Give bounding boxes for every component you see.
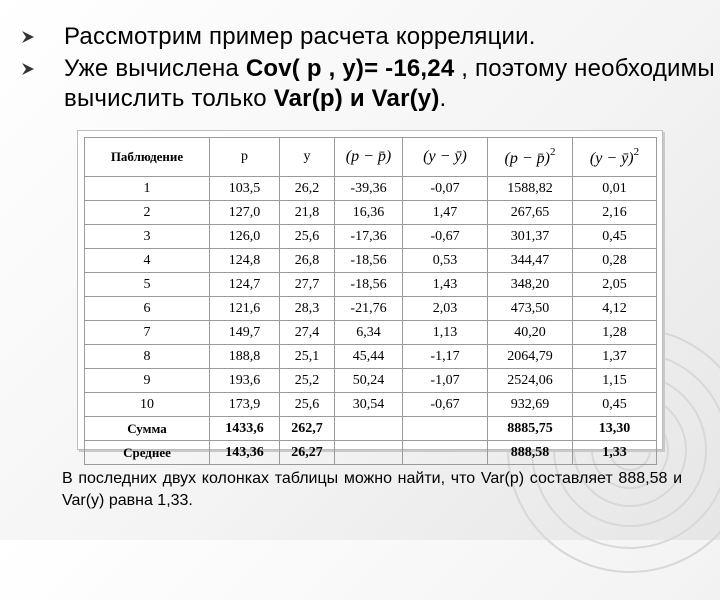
sum-sq-p: 8885,75 [488,417,573,441]
cell-sq-p: 932,69 [488,393,573,417]
cell-sq-p: 40,20 [488,321,573,345]
cell-sq-y: 2,05 [573,273,657,297]
cell-dev-y: 1,43 [403,273,488,297]
cell-dev-y: -0,07 [403,177,488,201]
cell-p: 121,6 [210,297,280,321]
cell-dev-p: -17,36 [335,225,403,249]
cell-observation: 7 [85,321,210,345]
sum-label: Сумма [85,417,210,441]
cell-sq-y: 0,45 [573,225,657,249]
cell-sq-p: 1588,82 [488,177,573,201]
cell-dev-y: 2,03 [403,297,488,321]
cell-p: 193,6 [210,369,280,393]
bullet-item [20,54,720,114]
cell-dev-p: 45,44 [335,345,403,369]
data-table [84,137,657,465]
cell-y: 25,6 [280,225,335,249]
cell-sq-p: 301,37 [488,225,573,249]
header-dev-y: (y − ȳ) [403,138,488,177]
table-row [85,345,657,369]
cell-dev-y: 1,13 [403,321,488,345]
table-row [85,297,657,321]
cell-sq-y: 4,12 [573,297,657,321]
cell-sq-y: 1,37 [573,345,657,369]
header-observation: Паблюдение [85,138,210,177]
cell-observation: 4 [85,249,210,273]
cell-y: 26,2 [280,177,335,201]
cell-sq-p: 267,65 [488,201,573,225]
table-header-row [85,138,657,177]
cell-p: 124,8 [210,249,280,273]
cell-dev-p: -39,36 [335,177,403,201]
cell-sq-y: 1,15 [573,369,657,393]
cell-p: 124,7 [210,273,280,297]
arrow-bullet-icon [20,54,64,84]
bullet-text: Уже вычислена Cov( p , y)= -16,24 , поэтому необходимы вычислить только Var(p) и Var(y). [64,55,715,112]
bullet-text: Рассмотрим пример расчета корреляции. [64,23,536,50]
mean-sq-y: 1,33 [573,441,657,465]
cell-dev-p: -18,56 [335,273,403,297]
cell-y: 28,3 [280,297,335,321]
cell-sq-p: 473,50 [488,297,573,321]
mean-row [85,441,657,465]
cell-p: 126,0 [210,225,280,249]
header-p: р [210,138,280,177]
mean-p: 143,36 [210,441,280,465]
footer-text: В последних двух колонках таблицы можно найти, что Var(p) составляет 888,58 и Var(y) равна 1,33. [62,470,682,509]
arrow-bullet-icon [20,22,64,52]
cell-observation: 8 [85,345,210,369]
table-row [85,249,657,273]
cell-observation: 3 [85,225,210,249]
cell-sq-y: 0,45 [573,393,657,417]
cell-dev-p: 50,24 [335,369,403,393]
mean-empty [403,441,488,465]
sum-p: 1433,6 [210,417,280,441]
cell-sq-y: 0,01 [573,177,657,201]
cell-observation: 10 [85,393,210,417]
mean-empty [335,441,403,465]
cell-p: 127,0 [210,201,280,225]
cell-y: 25,6 [280,393,335,417]
cell-p: 149,7 [210,321,280,345]
cell-y: 25,1 [280,345,335,369]
bullet-list [20,22,720,116]
cell-y: 21,8 [280,201,335,225]
sum-empty [335,417,403,441]
sum-sq-y: 13,30 [573,417,657,441]
cell-dev-y: -1,07 [403,369,488,393]
table-row [85,201,657,225]
cell-observation: 1 [85,177,210,201]
cell-dev-p: 6,34 [335,321,403,345]
cell-observation: 9 [85,369,210,393]
cell-sq-y: 1,28 [573,321,657,345]
table-row [85,393,657,417]
cell-dev-p: 16,36 [335,201,403,225]
sum-y: 262,7 [280,417,335,441]
cell-p: 103,5 [210,177,280,201]
data-table-frame [77,130,663,460]
mean-sq-p: 888,58 [488,441,573,465]
header-sq-y: (y − ȳ)$^2$ [573,138,657,177]
header-sq-p: (p − p̄)$^2$ [488,138,573,177]
cell-dev-y: 1,47 [403,201,488,225]
cell-dev-y: 0,53 [403,249,488,273]
table-row [85,177,657,201]
cell-sq-p: 2064,79 [488,345,573,369]
cell-dev-y: -0,67 [403,225,488,249]
mean-label: Среднее [85,441,210,465]
cell-y: 26,8 [280,249,335,273]
table-row [85,273,657,297]
cell-p: 173,9 [210,393,280,417]
bullet-item [20,22,720,52]
sum-empty [403,417,488,441]
table-row [85,225,657,249]
table-row [85,369,657,393]
mean-y: 26,27 [280,441,335,465]
cell-observation: 5 [85,273,210,297]
cell-dev-p: 30,54 [335,393,403,417]
cell-dev-y: -1,17 [403,345,488,369]
cell-dev-p: -18,56 [335,249,403,273]
cell-p: 188,8 [210,345,280,369]
cell-sq-y: 2,16 [573,201,657,225]
cell-dev-p: -21,76 [335,297,403,321]
header-dev-p: (p − p̄) [335,138,403,177]
cell-y: 25,2 [280,369,335,393]
cell-sq-p: 344,47 [488,249,573,273]
cell-sq-p: 348,20 [488,273,573,297]
cell-y: 27,7 [280,273,335,297]
table-row [85,321,657,345]
cell-y: 27,4 [280,321,335,345]
cell-observation: 6 [85,297,210,321]
cell-observation: 2 [85,201,210,225]
cell-dev-y: -0,67 [403,393,488,417]
sum-row [85,417,657,441]
cell-sq-p: 2524,06 [488,369,573,393]
cell-sq-y: 0,28 [573,249,657,273]
header-y: у [280,138,335,177]
